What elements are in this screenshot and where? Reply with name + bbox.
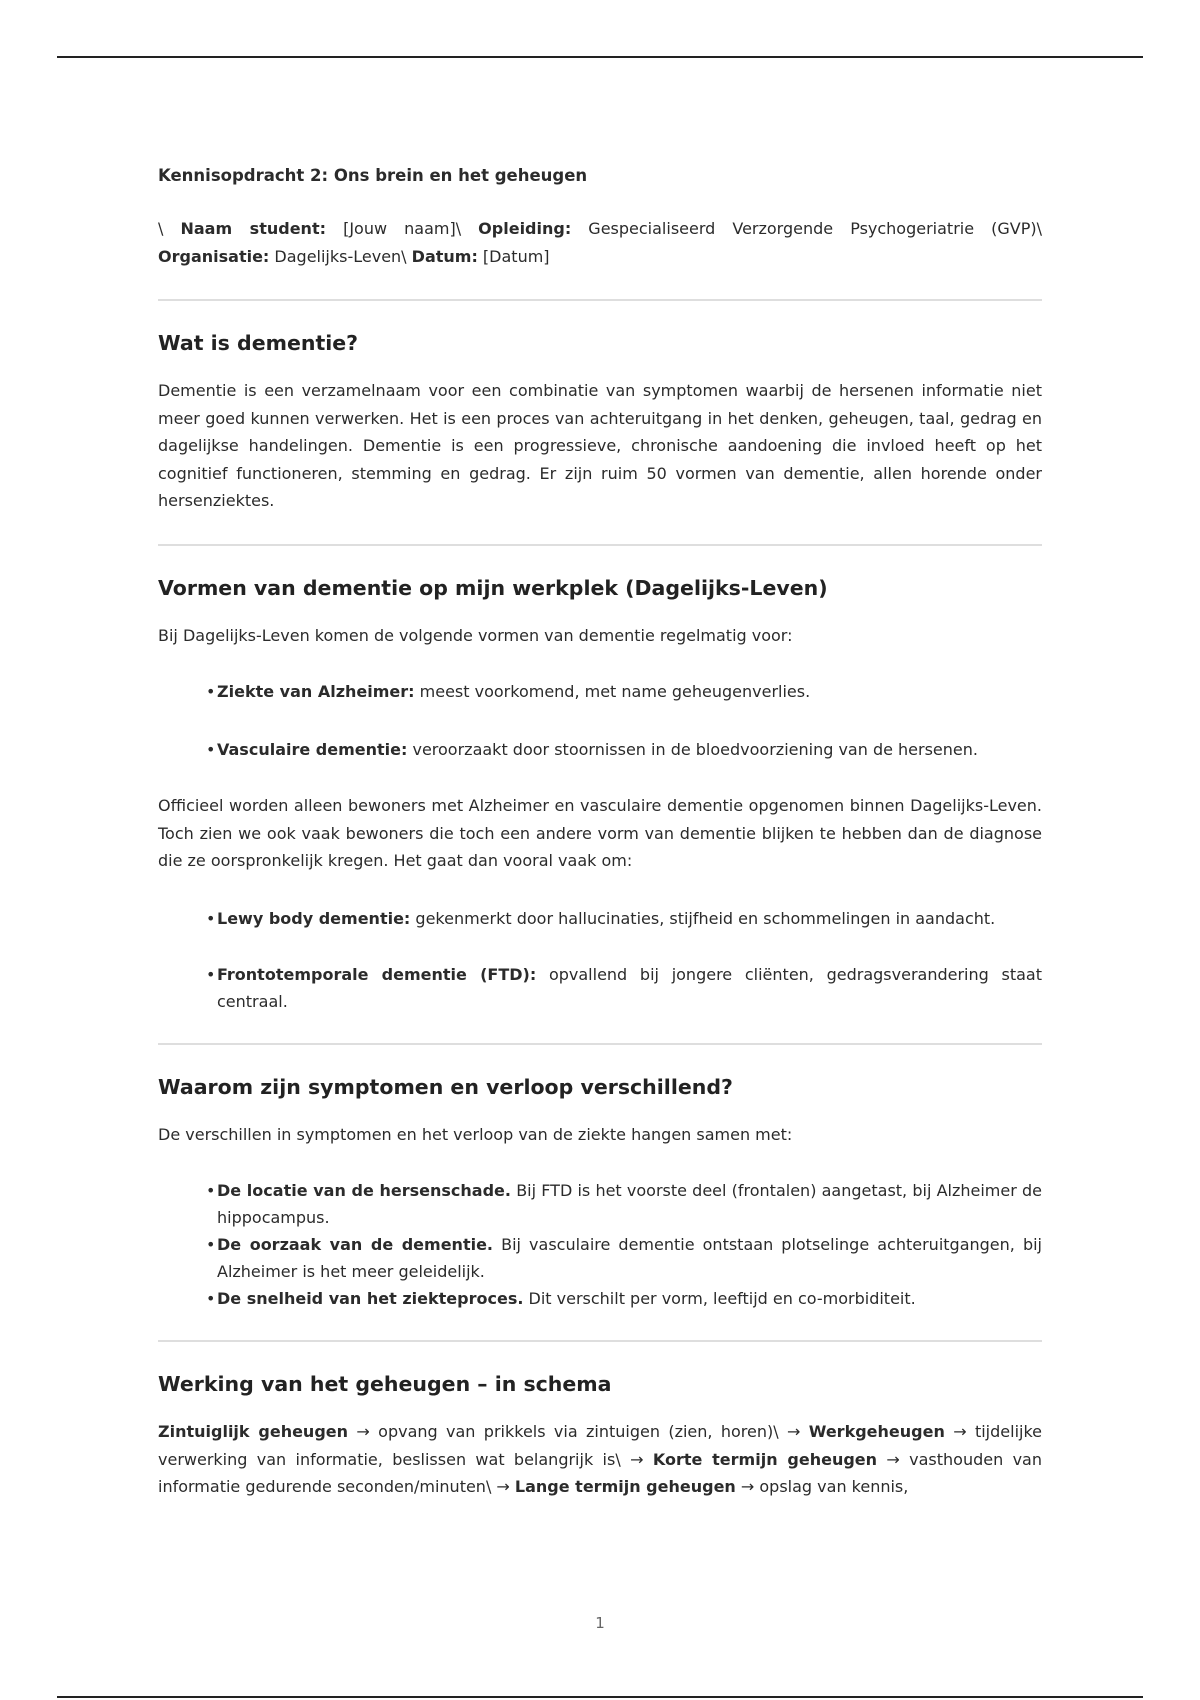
list-item-term: Lewy body dementie: xyxy=(217,908,411,928)
meta-label-datum: Datum: xyxy=(411,247,478,266)
section-divider xyxy=(158,544,1042,546)
list-item-term: Ziekte van Alzheimer: xyxy=(217,682,415,701)
meta-lead: \ xyxy=(158,219,181,238)
list-item-text: opvallend bij jongere cliënten, gedragsverandering staat centraal. xyxy=(217,964,1043,1011)
section-text-dementie: Dementie is een verzamelnaam voor een combinatie van symptomen waarbij de hersenen informatie niet meer goed kunnen verwerken. Het is een proces van achteruitgang in het denken, geheugen, taal, gedrag en dagelijkse handelingen. Dementie is een progressieve, chronische aandoening die invloed heeft op het cognitief functioneren, stemming en gedrag. Er zijn ruim 50 vormen van dementie, allen horende onder hersenziektes. xyxy=(158,381,1042,510)
meta-value-organisatie: Dagelijks-Leven\ xyxy=(269,247,412,266)
list-item xyxy=(206,1285,1042,1312)
list-item-term: De oorzaak van de dementie. xyxy=(217,1235,494,1254)
flow-text: → vasthouden van informatie gedurende seconden/minuten\ → xyxy=(158,1449,1042,1496)
section-text-geheugen xyxy=(158,1418,1042,1501)
page-top-rule xyxy=(57,56,1143,58)
meta-value-opleiding: Gespecialiseerd Verzorgende Psychogeriatrie (GVP)\ xyxy=(571,219,1043,238)
list-item-term: De locatie van de hersenschade. xyxy=(217,1181,511,1200)
document-title: Kennisopdracht 2: Ons brein en het geheugen xyxy=(158,166,588,185)
flow-text: → tijdelijke verwerking van informatie, beslissen wat belangrijk is\ → xyxy=(158,1422,1043,1469)
list-item xyxy=(206,961,1042,1015)
list-item-term: Vasculaire dementie: xyxy=(217,740,408,759)
flow-term: Korte termijn geheugen xyxy=(652,1449,878,1469)
section-heading-geheugen: Werking van het geheugen – in schema xyxy=(158,1372,612,1396)
list-item xyxy=(206,905,1042,932)
document-body xyxy=(158,160,1042,1501)
list-item xyxy=(206,678,1042,705)
flow-term: Werkgeheugen xyxy=(808,1422,945,1441)
list-item xyxy=(206,1177,1042,1231)
page-number: 1 xyxy=(595,1614,605,1632)
document-meta xyxy=(158,215,1042,271)
meta-label-naam: Naam student: xyxy=(180,219,326,238)
list-item-text: Bij FTD is het voorste deel (frontalen) aangetast, bij Alzheimer de hippocampus. xyxy=(217,1181,1043,1227)
list-item xyxy=(206,1231,1042,1285)
section-divider xyxy=(158,299,1042,301)
section-heading-vormen: Vormen van dementie op mijn werkplek (Dagelijks-Leven) xyxy=(158,575,828,600)
section-heading-dementie: Wat is dementie? xyxy=(158,331,359,355)
section-text-vormen: Officieel worden alleen bewoners met Alzheimer en vasculaire dementie opgenomen binnen Dagelijks-Leven. Toch zien we ook vaak bewoners die toch een andere vorm van dementie blijken te hebben dan de diagnose die ze oorspronkelijk kregen. Het gaat dan vooral vaak om: xyxy=(158,796,1042,870)
meta-label-organisatie: Organisatie: xyxy=(158,247,270,266)
list-item-text: Bij vasculaire dementie ontstaan plotselinge achteruitgangen, bij Alzheimer is het meer geleidelijk. xyxy=(217,1235,1042,1281)
meta-value-naam: [Jouw naam]\ xyxy=(326,219,479,238)
section-divider xyxy=(158,1043,1042,1045)
list-item-text: gekenmerkt door hallucinaties, stijfheid en schommelingen in aandacht. xyxy=(410,908,996,928)
list-item-text: Dit verschilt per vorm, leeftijd en co-morbiditeit. xyxy=(523,1289,916,1308)
list-verschil xyxy=(158,1177,1042,1312)
list-vormen-officieel xyxy=(158,678,1042,763)
flow-term: Zintuiglijk geheugen xyxy=(158,1422,349,1441)
flow-text: → opvang van prikkels via zintuigen (zien, horen)\ → xyxy=(348,1422,809,1441)
section-intro-vormen: Bij Dagelijks-Leven komen de volgende vormen van dementie regelmatig voor: xyxy=(158,625,793,645)
page-bottom-rule xyxy=(57,1696,1143,1698)
list-item xyxy=(206,736,1042,763)
list-item-term: Frontotemporale dementie (FTD): xyxy=(217,964,537,984)
section-divider xyxy=(158,1340,1042,1342)
meta-label-opleiding: Opleiding: xyxy=(478,219,572,238)
flow-text: → opslag van kennis, xyxy=(735,1477,909,1496)
list-item-text: veroorzaakt door stoornissen in de bloedvoorziening van de hersenen. xyxy=(407,740,978,759)
meta-value-datum: [Datum] xyxy=(477,247,550,266)
list-vormen-overig xyxy=(158,905,1042,1015)
list-item-term: De snelheid van het ziekteproces. xyxy=(217,1289,524,1308)
flow-term: Lange termijn geheugen xyxy=(514,1477,736,1496)
section-intro-verschil: De verschillen in symptomen en het verloop van de ziekte hangen samen met: xyxy=(158,1124,793,1144)
list-item-text: meest voorkomend, met name geheugenverlies. xyxy=(414,682,811,701)
section-heading-verschil: Waarom zijn symptomen en verloop verschillend? xyxy=(158,1074,733,1099)
